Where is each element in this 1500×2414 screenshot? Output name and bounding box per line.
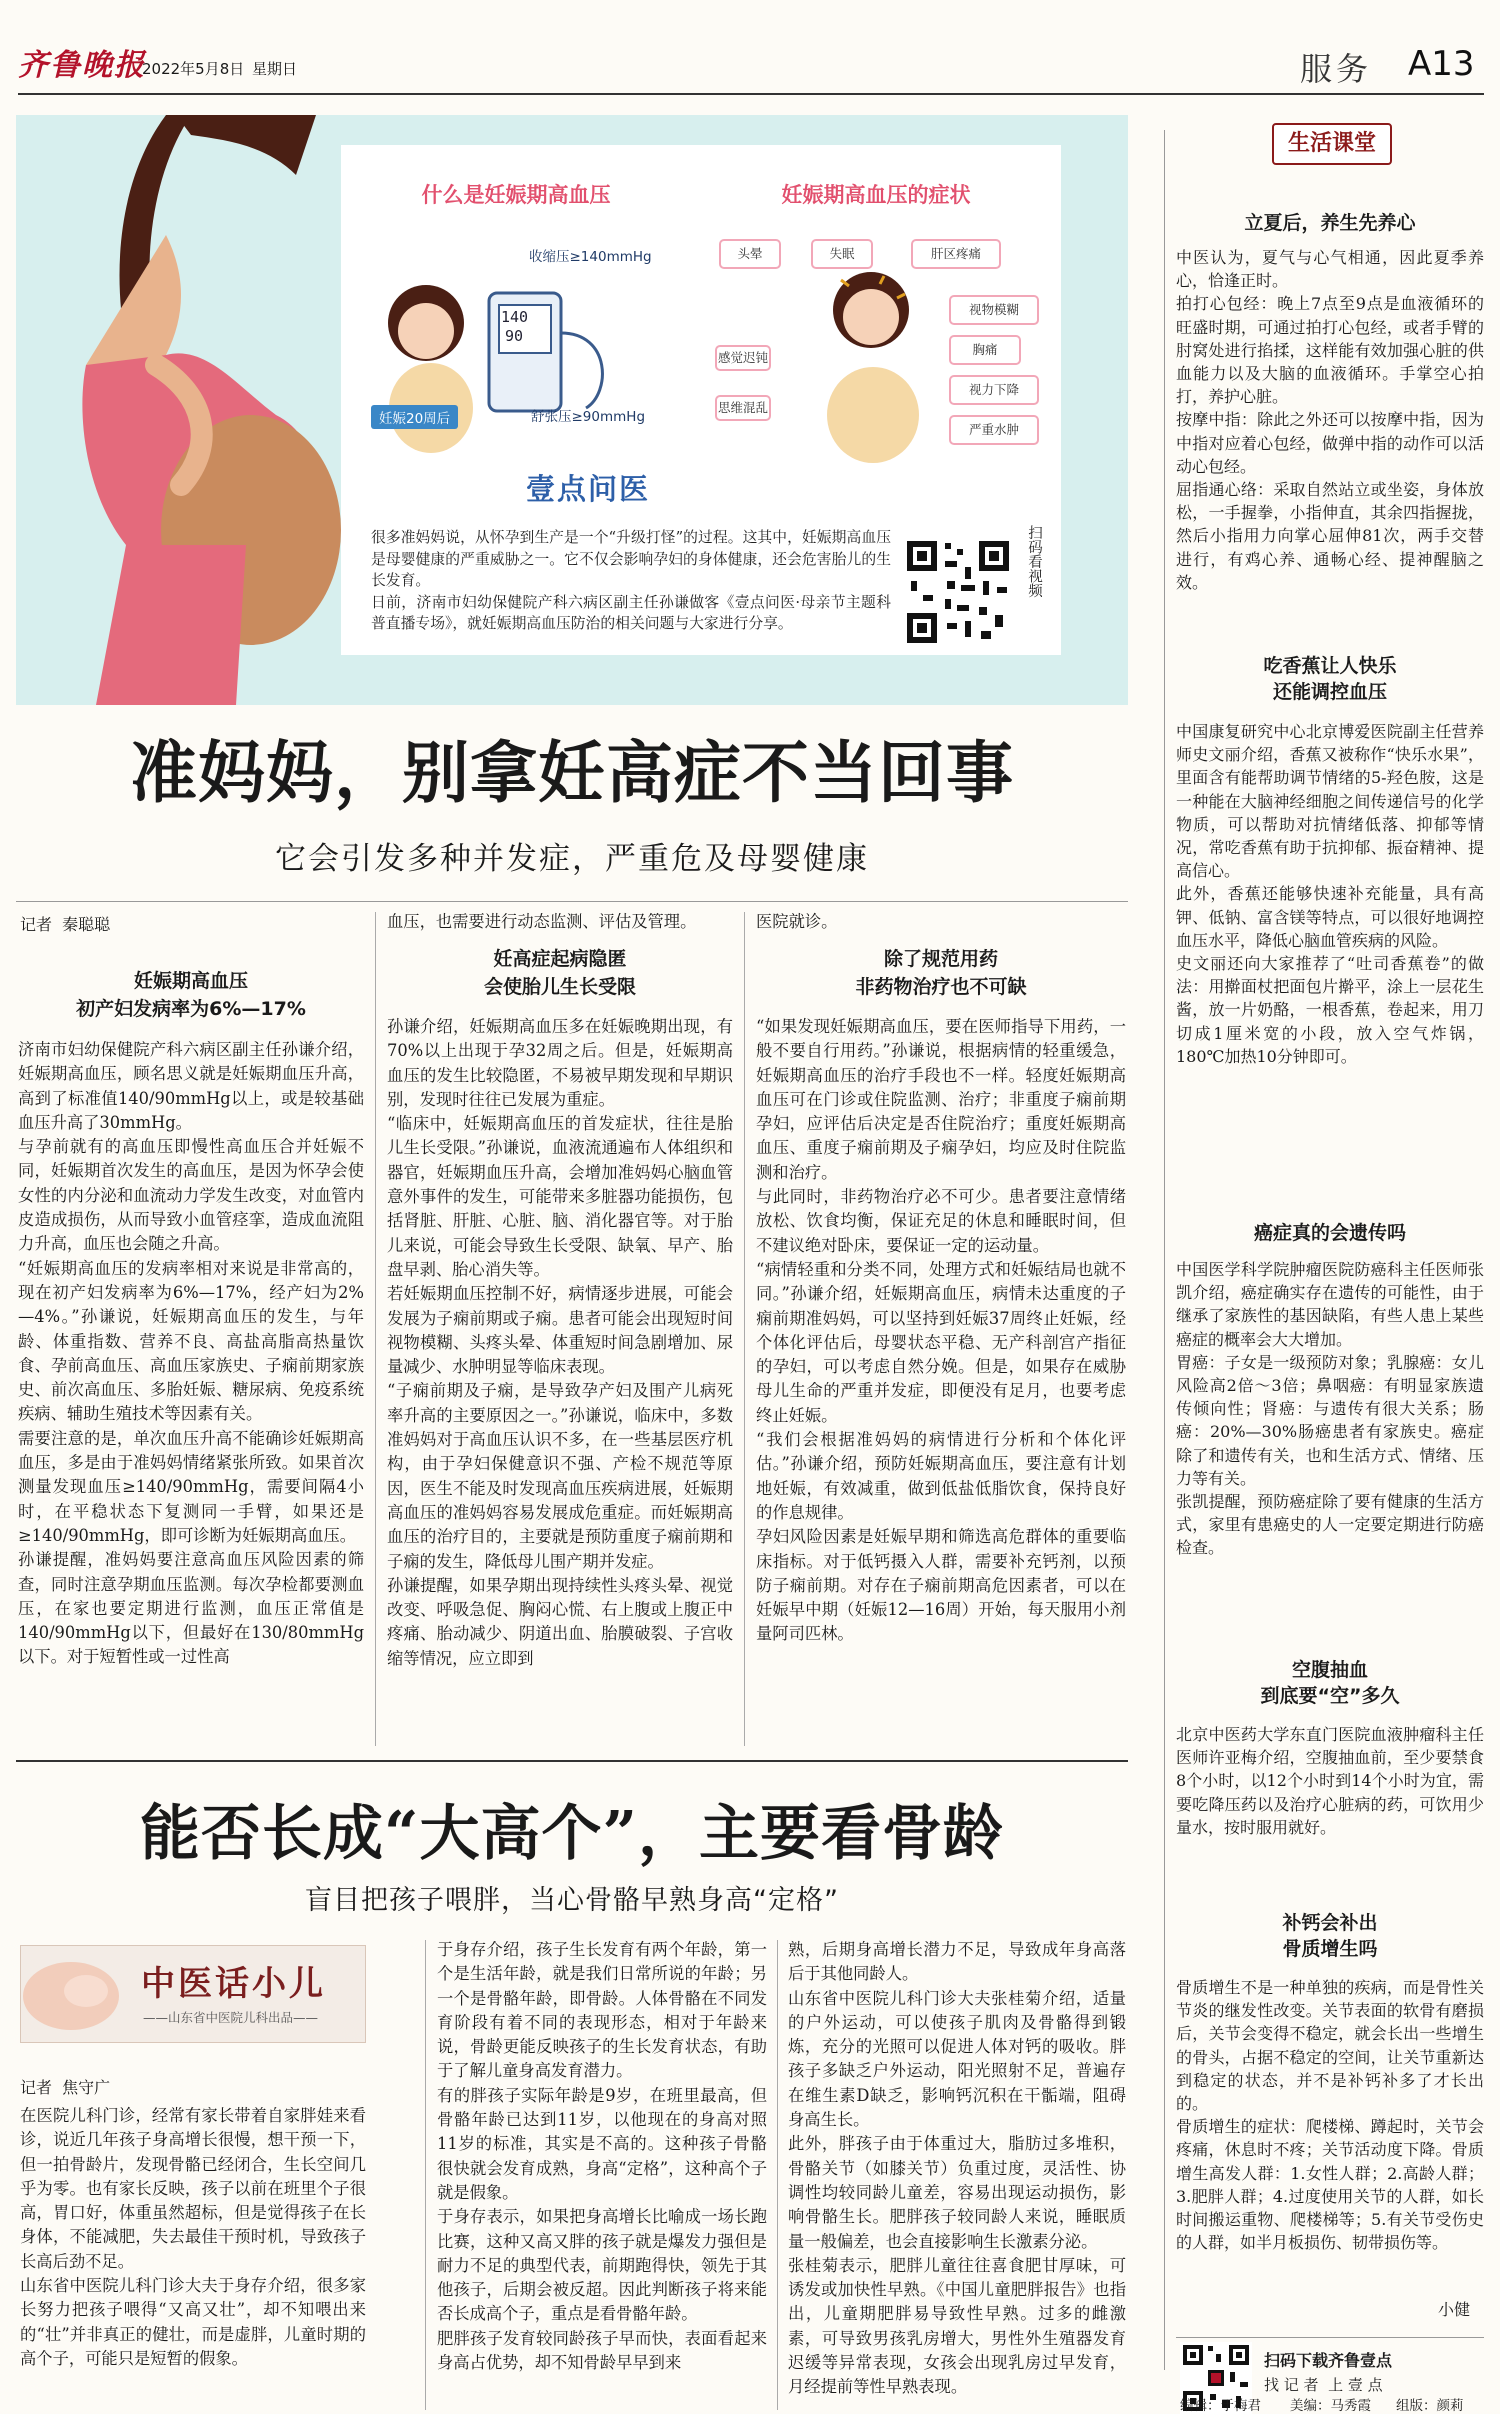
footer-designer: 美编：马秀霞 [1290, 2398, 1371, 2414]
heading-line: 妊高症起病隐匿 [493, 948, 627, 970]
column-logo [20, 1945, 366, 2043]
section-rule [16, 1760, 1128, 1762]
article2-title: 能否长成“大高个”，主要看骨龄 [139, 1799, 1005, 1869]
sidebar-s1-body: 中医认为，夏气与心气相通，因此夏季养心，恰逢正时。 拍打心包经：晚上7点至9点是血液循环的旺盛时期，可通过拍打心包经，或者手臂的肘窝处进行掐揉，这样能有效加强心脏的供血能力以及大脑的血液循环。手掌空心拍打，养护心脏。 按摩中指：除此之外还可以按摩中指，因为中指对应着心包经，做弹中指的动作可以活动心包经。 屈指通心络：采取自然站立或坐姿，身体放松，一手握拳，小指伸直，其余四指握拢，然后小指用力向掌心屈伸81次，两手交替进行，有鸡心养、通畅心经、提神醒脑之效。 [1176, 248, 1484, 592]
article1-byline: 记者 秦聪聪 [20, 915, 111, 934]
heading-line: 非药物治疗也不可缺 [855, 976, 1027, 998]
sidebar-divider [1164, 130, 1165, 2370]
heading-line: 补钙会补出 [1282, 1912, 1378, 1934]
heading-line: 空腹抽血 [1291, 1659, 1368, 1681]
info-panel [341, 145, 1061, 655]
newspaper-logo: 齐鲁晚报 [18, 48, 146, 83]
heading-line: 还能调控血压 [1272, 681, 1387, 703]
symptom-9: 严重水肿 [949, 415, 1039, 445]
section-name: 服务 [1300, 50, 1373, 88]
article1-col1-body: 济南市妇幼保健院产科六病区副主任孙谦介绍，妊娠期高血压，顾名思义就是妊娠期血压升高，高到了标准值140/90mmHg以上，或是较基础血压升高了30mmHg。 与孕前就有的高血压即慢性高血压合并妊娠不同，妊娠期首次发生的高血压，是因为怀孕会使女性的内分泌和血流动力学发生改变，对血管内皮造成损伤，从而导致小血管痉挛，造成血流阻力升高，血压也会随之升高。 “妊娠期高血压的发病率相对来说是非常高的，现在初产妇发病率为6%—17%，经产妇为2%—4%。”孙谦说，妊娠期高血压的发生，与年龄、体重指数、营养不良、高盐高脂高热量饮食、孕前高血压、高血压家族史、子痫前期家族史、前次高血压、多胎妊娠、糖尿病、免疫系统疾病、辅助生殖技术等因素有关。 需要注意的是，单次血压升高不能确诊妊娠期高血压，多是由于准妈妈情绪紧张所致。如果首次测量发现血压≥140/90mmHg，需要间隔4小时，在平稳状态下复测同一手臂，如果还是≥140/90mmHg，即可诊断为妊娠期高血压。 孙谦提醒，准妈妈要注意高血压风险因素的筛查，同时注意孕期血压监测。每次孕检都要测血压，在家也要定期进行监测，血压正常值是140/90mmHg以下，但最好在130/80mmHg以下。对于短暂性或一过性高 [18, 1040, 364, 1667]
sidebar-s4-title [1176, 1657, 1484, 1709]
symptom-4: 视物模糊 [949, 295, 1039, 325]
issue-weekday: 星期日 [252, 60, 298, 78]
app-qr-line1: 扫码下载齐鲁壹点 [1264, 2351, 1393, 2370]
info-left-title: 什么是妊娠期高血压 [421, 183, 611, 207]
article1-col3-body: “如果发现妊娠期高血压，要在医师指导下用药，一般不要自行用药。”孙谦说，根据病情的轻重缓急，妊娠期高血压的治疗手段也不一样。轻度妊娠期高血压可在门诊或住院监测、治疗；非重度子痫前期孕妇，应评估后决定是否住院治疗；重度妊娠期高血压、重度子痫前期及子痫孕妇，均应及时住院监测和治疗。 与此同时，非药物治疗必不可少。患者要注意情绪放松、饮食均衡，保证充足的休息和睡眠时间，但不建议绝对卧床，要保证一定的运动量。 “病情轻重和分类不同，处理方式和妊娠结局也就不同。”孙谦介绍，妊娠期高血压，病情未达重度的子痫前期准妈妈，可以坚持到妊娠37周终止妊娠，经个体化评估后，母婴状态平稳、无产科剖宫产指征的孕妇，可以考虑自然分娩。但是，如果存在威胁母儿生命的严重并发症，即便没有足月，也要考虑终止妊娠。 “我们会根据准妈妈的病情进行分析和个体化评估。”孙谦介绍，预防妊娠期高血压，要注意有计划地妊娠，有效减重，做到低盐低脂饮食，保持良好的作息规律。 孕妇风险因素是妊娠早期和筛选高危群体的重要临床指标。对于低钙摄入人群，需要补充钙剂，以预防子痫前期。对存在子痫前期高危因素者，可以在妊娠早中期（妊娠12—16周）开始，每天服用小剂量阿司匹林。 [756, 1017, 1126, 1644]
sidebar-s4-body: 北京中医药大学东直门医院血液肿瘤科主任医师许亚梅介绍，空腹抽血前，至少要禁食8个小时，以12个小时到14个小时为宜，需要吃降压药以及治疗心脏病的药，可饮用少量水，按时服用就好。 [1176, 1725, 1484, 1837]
footer-editor: 编辑：于梅君 [1180, 2398, 1261, 2414]
column-logo-sub: ——山东省中医院儿科出品—— [143, 2010, 319, 2025]
sidebar-qr-rule [1176, 2337, 1484, 2338]
sidebar-s5-title [1176, 1910, 1484, 1962]
article1-col2-body: 孙谦介绍，妊娠期高血压多在妊娠晚期出现，有70%以上出现于孕32周之后。但是，妊娠期高血压的发生比较隐匿，不易被早期发现和早期识别，发现时往往已发展为重症。 “临床中，妊娠期高血压的首发症状，往往是胎儿生长受限。”孙谦说，血液流通遍布人体组织和器官，妊娠期血压升高，会增加准妈妈心脑血管意外事件的发生，可能带来多脏器功能损伤，包括肾脏、肝脏、心脏、脑、消化器官等。对于胎儿来说，可能会导致生长受限、缺氧、早产、胎盘早剥、胎心消失等。 若妊娠期血压控制不好，病情逐步进展，可能会发展为子痫前期或子痫。患者可能会出现短时间视物模糊、头疼头晕、体重短时间急剧增加、尿量减少、水肿明显等临床表现。 “子痫前期及子痫，是导致孕产妇及围产儿病死率升高的主要原因之一。”孙谦说，临床中，多数准妈妈对于高血压认识不多，在一些基层医疗机构，由于孕妇保健意识不强、产检不规范等原因，医生不能及时发现高血压疾病进展，妊娠期高血压的准妈妈容易发展成危重症。而妊娠期高血压的治疗目的，主要就是预防重度子痫前期和子痫的发生，降低母儿围产期并发症。 孙谦提醒，如果孕期出现持续性头疼头晕、视觉改变、呼吸急促、胸闷心慌、右上腹或上腹正中疼痛、胎动减少、阴道出血、胎膜破裂、子宫收缩等情况，应立即到 [387, 1017, 733, 1668]
diastolic-label: 舒张压≥90mmHg [531, 409, 646, 425]
weeks-label: 妊娠20周后 [371, 405, 458, 429]
heading-line: 骨质增生吗 [1282, 1938, 1378, 1960]
article2-col2-body: 于身存介绍，孩子生长发育有两个年龄，第一个是生活年龄，就是我们日常所说的年龄；另一个是骨骼年龄，即骨龄。人体骨骼在不同发育阶段有着不同的表现形态，相对于年龄来说，骨龄更能反映孩子的生长发育状态，有助于了解儿童身高发育潜力。 有的胖孩子实际年龄是9岁，在班里最高，但骨骼年龄已达到11岁，以他现在的身高对照11岁的标准，其实是不高的。这种孩子骨骼很快就会发育成熟，身高“定格”，这种高个子就是假象。 于身存表示，如果把身高增长比喻成一场长跑比赛，这种又高又胖的孩子就是爆发力强但是耐力不足的典型代表，前期跑得快，领先于其他孩子，后期会被反超。因此判断孩子将来能否长成高个子，重点是看骨骼年龄。 肥胖孩子发育较同龄孩子早而快，表面看起来身高占优势，却不知骨龄早早到来 [437, 1940, 767, 2373]
heading-line: 初产妇发病率为6%—17% [76, 998, 306, 1020]
qr-caption: 扫码看视频 [1026, 525, 1042, 598]
sidebar-badge: 生活课堂 [1272, 123, 1392, 165]
heading-line: 会使胎儿生长受限 [483, 976, 636, 998]
sidebar-s2-body: 中国康复研究中心北京博爱医院副主任营养师史文丽介绍，香蕉又被称作“快乐水果”，里面含有能帮助调节情绪的5-羟色胺，这是一种能在大脑神经细胞之间传递信号的化学物质，可以帮助对抗情绪低落、抑郁等情况，常吃香蕉有助于抗抑郁、振奋精神、提高信心。 此外，香蕉还能够快速补充能量，具有高钾、低钠、富含镁等特点，可以很好地调控血压水平，降低心脑血管疾病的风险。 史文丽还向大家推荐了“吐司香蕉卷”的做法：用擀面杖把面包片擀平，涂上一层花生酱，放一片奶酪，一根香蕉，卷起来，用刀切成1厘米宽的小段，放入空气炸锅，180℃加热10分钟即可。 [1176, 722, 1484, 1066]
article1-title: 准妈妈，别拿妊高症不当回事 [130, 733, 1014, 812]
article1-subtitle: 它会引发多种并发症，严重危及母婴健康 [275, 841, 869, 877]
column-divider [425, 1940, 426, 2410]
symptom-1: 头晕 [719, 239, 781, 269]
pregnant-woman-illustration [16, 115, 376, 705]
sidebar-s3-body: 中国医学科学院肿瘤医院防癌科主任医师张凯介绍，癌症确实存在遗传的可能性，由于继承了家族性的基因缺陷，有些人患上某些癌症的概率会大大增加。 胃癌：子女是一级预防对象；乳腺癌：女儿风险高2倍～3倍；鼻咽癌：有明显家族遗传倾向性；肾癌：与遗传有很大关系；肠癌：20%—30%肠癌患者有家族史。癌症除了和遗传有关，也和生活方式、情绪、压力等有关。 张凯提醒，预防癌症除了要有健康的生活方式，家里有患癌史的人一定要定期进行防癌检查。 [1176, 1260, 1484, 1558]
sidebar [1176, 115, 1484, 2375]
article2-subtitle: 盲目把孩子喂胖，当心骨骼早熟身高“定格” [305, 1885, 839, 1916]
symptom-6: 感觉迟钝 [715, 345, 771, 371]
baby-hand-icon [21, 1946, 131, 2043]
info-right-title: 妊娠期高血压的症状 [781, 183, 971, 207]
video-qr-code[interactable] [903, 537, 1013, 647]
info-intro: 很多准妈妈说，从怀孕到生产是一个“升级打怪”的过程。这其中，妊娠期高血压是母婴健康的严重威胁之一。它不仅会影响孕妇的身体健康，还会危害胎儿的生长发育。 日前，济南市妇幼保健院产科六病区副主任孙谦做客《壹点问医·母亲节主题科普直播专场》，就妊娠期高血压防治的相关问题与大家进行分享。 [371, 529, 891, 632]
article1-col2-top: 血压，也需要进行动态监测、评估及管理。 [387, 912, 697, 931]
dizzy-woman-illustration [801, 265, 941, 465]
article1-col3-heading [756, 945, 1126, 1001]
heading-line: 除了规范用药 [883, 948, 998, 970]
column-logo-title: 中医话小儿 [141, 1964, 326, 2004]
article2-byline: 记者 焦守广 [20, 2078, 111, 2097]
sidebar-s1-title: 立夏后，养生先养心 [1244, 212, 1416, 234]
masthead-rule [18, 93, 1484, 95]
page-number: A13 [1408, 44, 1475, 84]
sidebar-s5-body: 骨质增生不是一种单独的疾病，而是骨性关节炎的继发性改变。关节表面的软骨有磨损后，关节会变得不稳定，就会长出一些增生的骨头，占据不稳定的空间，让关节重新达到稳定的状态，并不是补钙补多了才长出的。 骨质增生的症状：爬楼梯、蹲起时，关节会疼痛，休息时不疼；关节活动度下降。骨质增生高发人群：1.女性人群；2.高龄人群；3.肥胖人群；4.过度使用关节的人群，如长时间搬运重物、爬楼梯等；5.有关节受伤史的人群，如半月板损伤、韧带损伤等。 [1176, 1978, 1484, 2253]
bp-reading-top: 140 [501, 308, 529, 326]
footer-proof: 组版：颜莉 [1396, 2398, 1464, 2414]
infographic [16, 115, 1128, 705]
symptom-3: 肝区疼痛 [911, 239, 1001, 269]
symptom-8: 思维混乱 [715, 395, 771, 421]
sidebar-s3-title: 癌症真的会遗传吗 [1253, 1222, 1406, 1244]
article1-col1-heading [18, 967, 364, 1023]
heading-line: 妊娠期高血压 [133, 970, 248, 992]
article2-col3-body: 熟，后期身高增长潜力不足，导致成年身高落后于其他同龄人。 山东省中医院儿科门诊大夫张桂菊介绍，适量的户外运动，可以使孩子肌肉及骨骼得到锻炼，充分的光照可以促进人体对钙的吸收。胖孩子多缺乏户外运动，阳光照射不足，普遍存在维生素D缺乏，影响钙沉积在干骺端，阻碍身高生长。 此外，胖孩子由于体重过大，脂肪过多堆积，骨骼关节（如膝关节）负重过度，灵活性、协调性均较同龄儿童差，容易出现运动损伤，影响骨骼生长。肥胖孩子较同龄人来说，睡眠质量一般偏差，也会直接影响生长激素分泌。 张桂菊表示，肥胖儿童往往喜食肥甘厚味，可诱发或加快性早熟。《中国儿童肥胖报告》也指出，儿童期肥胖易导致性早熟。过多的雌激素，可导致男孩乳房增大，男性外生殖器发育迟缓等异常表现，女孩会出现乳房过早发育，月经提前等性早熟表现。 [788, 1940, 1126, 2397]
article1-rule [16, 901, 1128, 902]
article1-col3-top: 医院就诊。 [756, 912, 838, 931]
article2-col1-body: 在医院儿科门诊，经常有家长带着自家胖娃来看诊，说近几年孩子身高增长很慢，想干预一下，但一拍骨龄片，发现骨骼已经闭合，生长空间几乎为零。也有家长反映，孩子以前在班里个子很高，胃口好，体重虽然超标，但是觉得孩子在长身体，不能减肥，失去最佳干预时机，导致孩子长高后劲不足。 山东省中医院儿科门诊大夫于身存介绍，很多家长努力把孩子喂得“又高又壮”，却不知喂出来的“壮”并非真正的健壮，而是虚胖，儿童时期的高个子，可能只是短暂的假象。 [20, 2106, 366, 2368]
column-divider [777, 1940, 778, 2410]
sidebar-s2-title [1176, 653, 1484, 705]
app-qr-line2: 找 记 者 上 壹 点 [1264, 2376, 1383, 2394]
systolic-label: 收缩压≥140mmHg [529, 249, 652, 265]
heading-line: 到底要“空”多久 [1260, 1685, 1400, 1707]
column-divider [375, 912, 376, 1746]
masthead [0, 0, 1500, 88]
issue-date: 2022年5月8日 [142, 60, 245, 78]
symptom-2: 失眠 [811, 239, 873, 269]
column-divider [744, 912, 745, 1746]
bp-reading-bottom: 90 [505, 327, 524, 345]
sidebar-s5-sign: 小健 [1438, 2300, 1471, 2319]
column-badge: 壹点问医 [526, 472, 651, 506]
symptom-5: 胸痛 [949, 335, 1021, 365]
article1-col2-heading [387, 945, 733, 1001]
symptom-7: 视力下降 [949, 375, 1039, 405]
heading-line: 吃香蕉让人快乐 [1263, 655, 1397, 677]
